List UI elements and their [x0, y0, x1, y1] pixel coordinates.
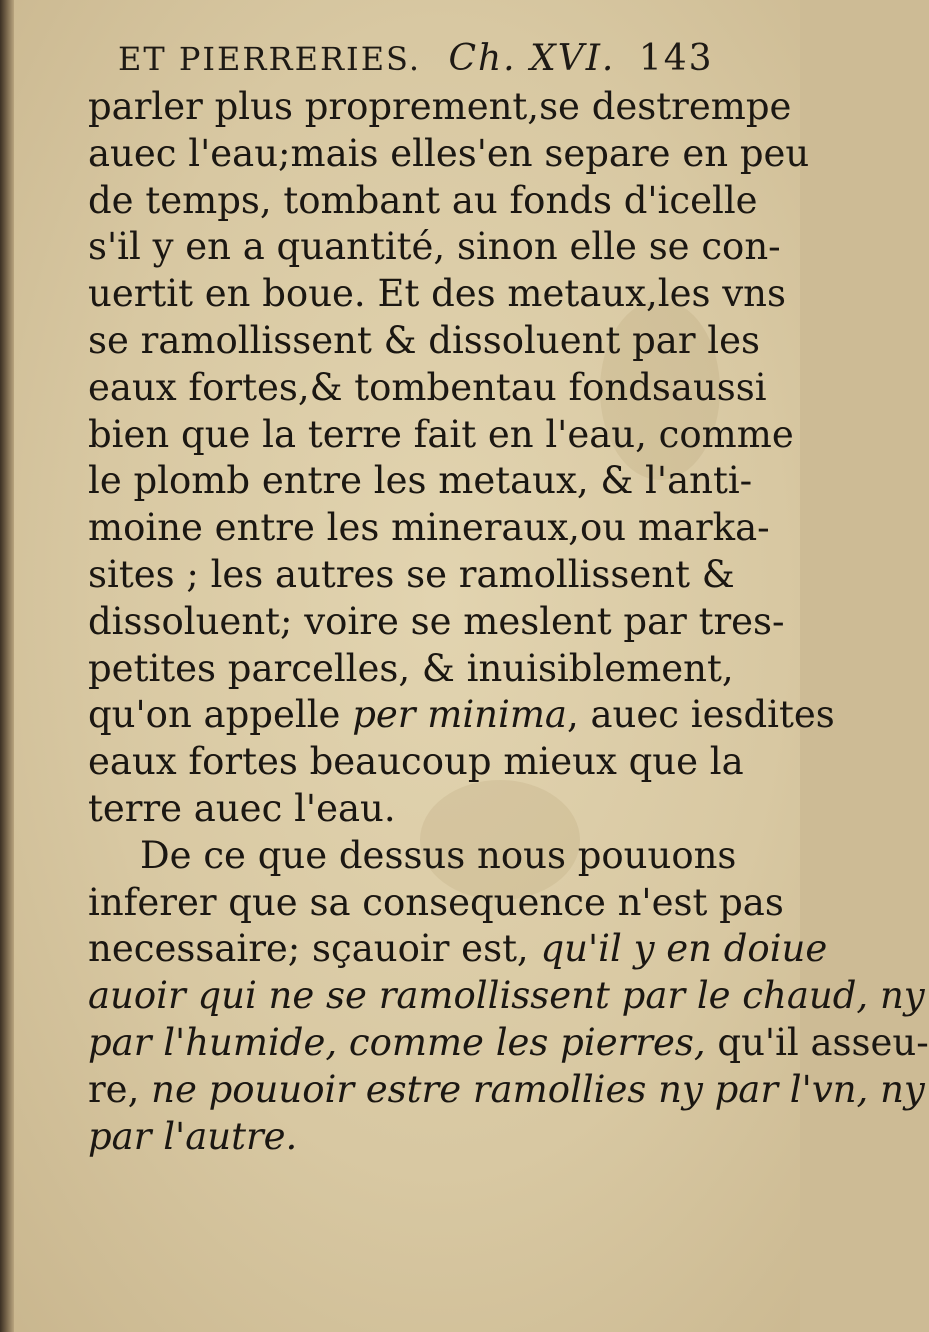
- paragraph-first-line: De ce que dessus nous pouuons: [140, 833, 737, 877]
- text-line-mixed: [88, 1020, 929, 1067]
- text-line: inferer que sa consequence n'est pas: [88, 880, 784, 924]
- body-text: [88, 84, 929, 1160]
- text-line-mixed: [88, 926, 828, 973]
- text-line: dissoluent; voire se meslent par tres-: [88, 599, 785, 643]
- italic-segment: qu'il y en doiue: [540, 927, 828, 971]
- text-line: eaux fortes,& tombentau fondsaussi: [88, 365, 767, 409]
- page-gutter: [0, 0, 14, 1332]
- text-segment: necessaire; sçauoir est,: [88, 927, 541, 971]
- text-line-mixed: [88, 692, 835, 739]
- text-line: se ramollissent & dissoluent par les: [88, 318, 760, 362]
- running-head-title: ET PIERRERIES.: [118, 40, 421, 78]
- text-line: uertit en boue. Et des metaux,les vns: [88, 272, 786, 316]
- text-line: moine entre les mineraux,ou marka-: [88, 506, 770, 550]
- italic-segment: per minima: [352, 693, 567, 737]
- italic-line: par l'autre.: [88, 1114, 298, 1158]
- running-head-chapter: Ch. XVI.: [448, 38, 616, 79]
- text-line: s'il y en a quantité, sinon elle se con-: [88, 225, 781, 269]
- text-line: auec l'eau;mais elles'en separe en peu: [88, 131, 810, 175]
- italic-segment: par l'humide, comme les pierres,: [88, 1020, 706, 1064]
- text-line-mixed: [88, 1067, 925, 1114]
- text-segment: qu'il asseu-: [705, 1020, 929, 1064]
- text-line: terre auec l'eau.: [88, 786, 396, 830]
- text-line: de temps, tombant au fonds d'icelle: [88, 178, 758, 222]
- text-line: bien que la terre fait en l'eau, comme: [88, 412, 794, 456]
- page-number: 143: [638, 38, 714, 79]
- text-line: sites ; les autres se ramollissent &: [88, 552, 735, 596]
- text-line: parler plus proprement,se destrempe: [88, 85, 792, 128]
- text-line: eaux fortes beaucoup mieux que la: [88, 740, 744, 784]
- italic-segment: ne pouuoir estre ramollies ny par l'vn, ny: [151, 1067, 925, 1111]
- italic-line: auoir qui ne se ramollissent par le chaud, ny: [88, 974, 925, 1018]
- running-head: [118, 38, 738, 90]
- text-segment: re,: [88, 1067, 152, 1111]
- text-segment: , auec iesdites: [566, 693, 835, 737]
- text-segment: qu'on appelle: [88, 693, 353, 737]
- text-line: le plomb entre les metaux, & l'anti-: [88, 459, 753, 503]
- text-line: petites parcelles, & inuisiblement,: [88, 646, 734, 690]
